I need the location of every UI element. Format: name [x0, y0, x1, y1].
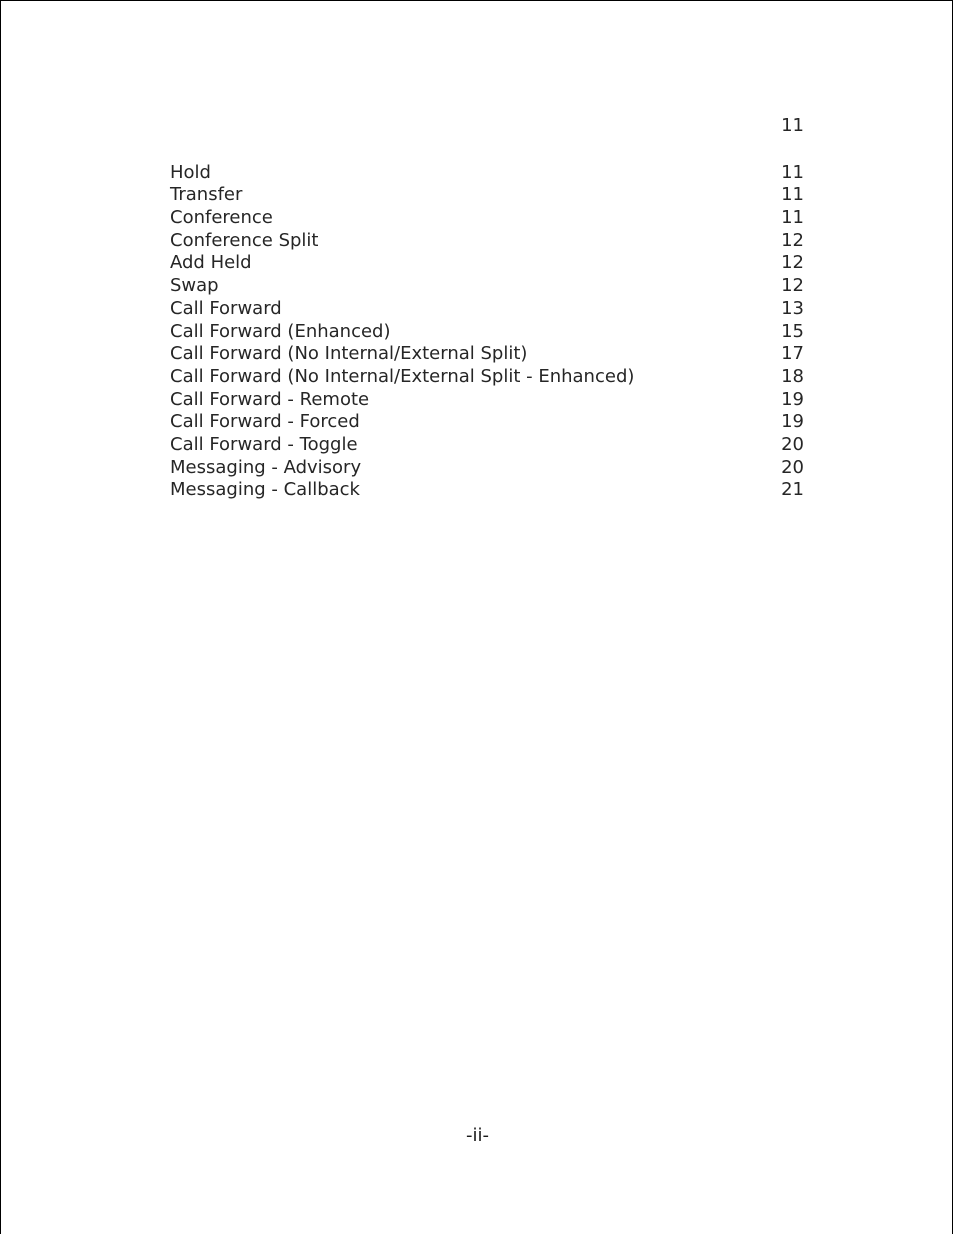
- toc-entry-call-forward-forced: [170, 411, 806, 434]
- toc-entry-page: 12: [781, 229, 804, 251]
- toc-entry-page: 21: [781, 479, 804, 501]
- toc-entry-page: 19: [781, 411, 804, 433]
- toc-entry-call-forward-remote: [170, 389, 806, 412]
- toc-entry-call-forward-toggle: [170, 434, 806, 457]
- toc-entry-call-forward: [170, 298, 806, 321]
- toc-entry-title: Call Forward (Enhanced): [170, 320, 391, 342]
- toc-entry-page: 15: [781, 320, 804, 342]
- toc-entry-page: 13: [781, 297, 804, 319]
- toc-lead-title: [170, 115, 764, 138]
- toc-lead-row: [170, 115, 806, 138]
- toc-entry-swap: [170, 275, 806, 298]
- toc-entry-title: Conference: [170, 207, 273, 229]
- toc-entry-title: Call Forward - Toggle: [170, 433, 358, 455]
- toc-entry-page: 12: [781, 252, 804, 274]
- toc-entry-title: Hold: [170, 161, 211, 183]
- toc-entry-call-forward-no-split: [170, 343, 806, 366]
- page-number: -ii-: [466, 1125, 489, 1146]
- toc-entry-title: Call Forward (No Internal/External Split): [170, 343, 528, 365]
- toc-entry-page: 20: [781, 433, 804, 455]
- toc-entry-title: Messaging - Advisory: [170, 456, 362, 478]
- toc-entry-title: Messaging - Callback: [170, 479, 360, 501]
- toc-entry-title: Swap: [170, 275, 219, 297]
- toc-entry-title: Call Forward - Remote: [170, 388, 370, 410]
- toc-entry-page: 12: [781, 275, 804, 297]
- toc-entry-conference: [170, 207, 806, 230]
- toc-entry-page: 11: [781, 184, 804, 206]
- toc-entry-title: Call Forward (No Internal/External Split - Enhanced): [170, 365, 635, 387]
- toc-entry-page: 17: [781, 343, 804, 365]
- toc-entry-hold: [170, 162, 806, 185]
- toc-entry-page: 19: [781, 388, 804, 410]
- toc-entry-page: 20: [781, 456, 804, 478]
- toc-entry-add-held: [170, 252, 806, 275]
- toc-entry-transfer: [170, 184, 806, 207]
- toc-entry-call-forward-no-split-enhanced: [170, 366, 806, 389]
- toc-entry-title: Add Held: [170, 252, 252, 274]
- toc-entry-page: 11: [781, 161, 804, 183]
- toc-entry-messaging-advisory: [170, 457, 806, 480]
- toc-entry-page: 18: [781, 365, 804, 387]
- toc-entry-title: Call Forward: [170, 297, 282, 319]
- toc-entry-messaging-callback: [170, 479, 806, 502]
- toc-entry-conference-split: [170, 230, 806, 253]
- table-of-contents: [170, 115, 806, 502]
- toc-entry-call-forward-enhanced: [170, 321, 806, 344]
- toc-entry-title: Conference Split: [170, 229, 319, 251]
- toc-lead-page: 11: [781, 115, 804, 136]
- toc-entry-title: Call Forward - Forced: [170, 411, 360, 433]
- toc-entry-page: 11: [781, 207, 804, 229]
- toc-entry-title: Transfer: [170, 184, 243, 206]
